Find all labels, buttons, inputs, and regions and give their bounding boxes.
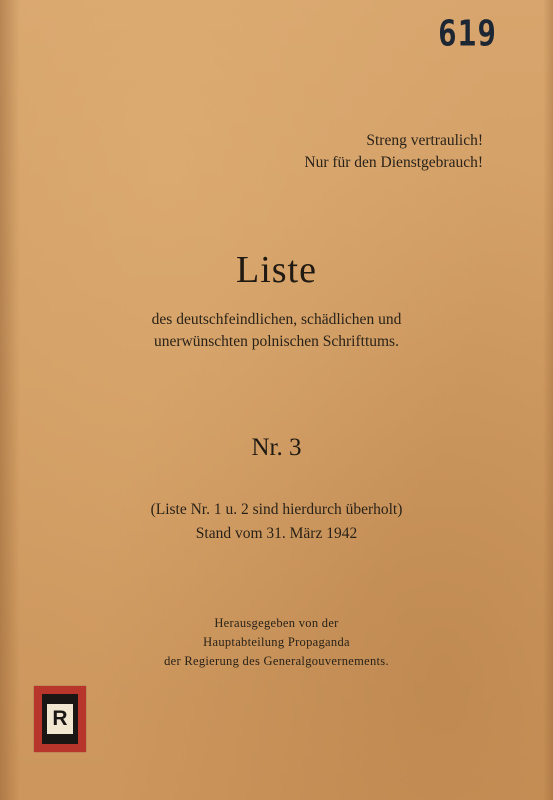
- edition-note: [0, 498, 553, 546]
- list-number: Nr. 3: [251, 434, 302, 461]
- document-subtitle: [0, 309, 553, 353]
- document-title: Liste: [236, 249, 317, 291]
- publisher-line-3: der Regierung des Generalgouvernements.: [164, 654, 389, 668]
- stamped-number: 619: [438, 13, 497, 55]
- label-letter: R: [47, 704, 73, 734]
- library-label-sticker: [34, 686, 86, 752]
- subtitle-line-1: des deutschfeindlichen, schädlichen und: [151, 311, 402, 328]
- label-inner-panel: [42, 694, 78, 744]
- publisher-line-2: Hauptabteilung Propaganda: [203, 635, 350, 649]
- supersedes-line: (Liste Nr. 1 u. 2 sind hierdurch überholt): [150, 501, 403, 518]
- date-line: Stand vom 31. März 1942: [195, 525, 358, 542]
- paper-edge-shadow-right: [543, 0, 553, 800]
- paper-edge-shadow-left: [0, 0, 20, 800]
- notice-line-2: Nur für den Dienstgebrauch!: [304, 154, 483, 171]
- notice-line-1: Streng vertraulich!: [366, 132, 483, 149]
- publisher-line-1: Herausgegeben von der: [214, 616, 339, 630]
- subtitle-line-2: unerwünschten polnischen Schrifttums.: [154, 333, 399, 350]
- confidentiality-notice: [304, 130, 483, 174]
- publisher-block: [0, 614, 553, 671]
